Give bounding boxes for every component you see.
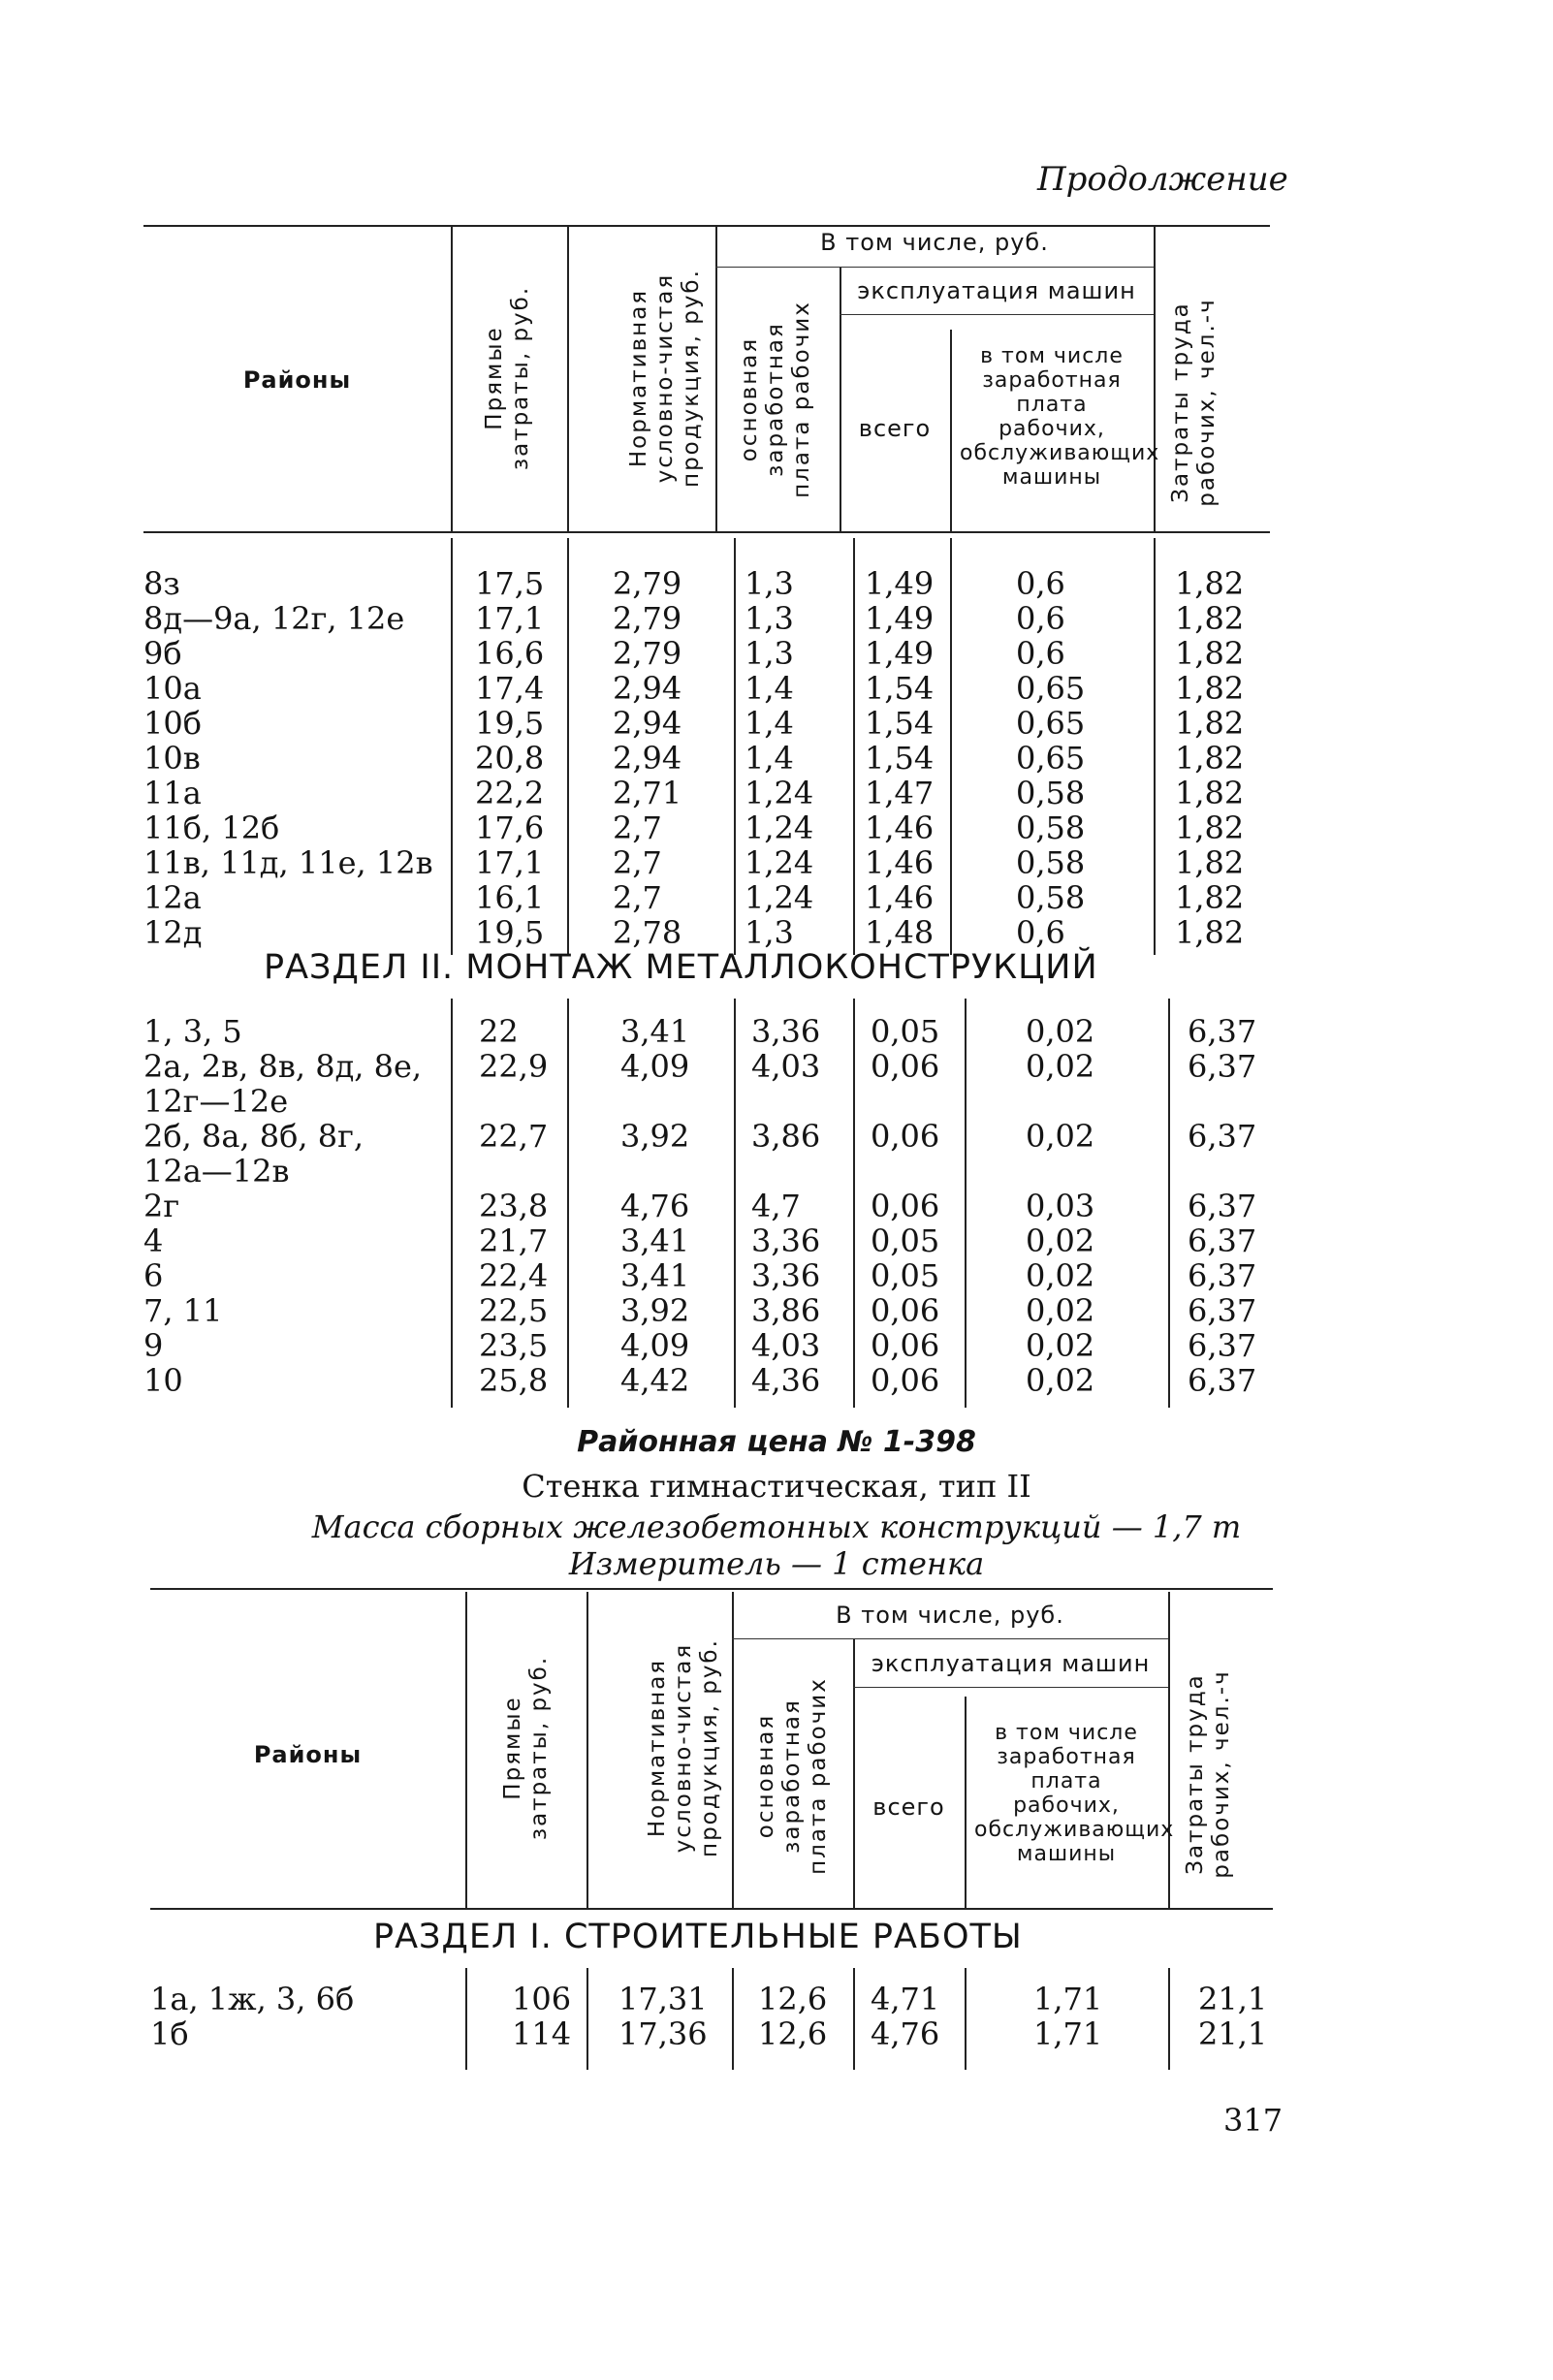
cell-normative: 4,09 bbox=[620, 1327, 690, 1364]
price-unit: Измеритель — 1 стенка bbox=[568, 1545, 985, 1582]
cell-normative: 3,41 bbox=[620, 1013, 690, 1050]
cell-direct: 25,8 bbox=[479, 1362, 549, 1399]
cell-total: 0,05 bbox=[871, 1013, 940, 1050]
page-number: 317 bbox=[1223, 2102, 1284, 2139]
cell-wage: 3,86 bbox=[751, 1292, 821, 1329]
cell-total: 0,06 bbox=[871, 1292, 940, 1329]
cell-mwage: 0,58 bbox=[1016, 809, 1086, 846]
cell-wage: 3,36 bbox=[751, 1257, 821, 1294]
cell-mwage: 0,02 bbox=[1026, 1222, 1095, 1259]
cell-direct: 23,8 bbox=[479, 1188, 549, 1224]
cell-district: 12д bbox=[143, 914, 203, 951]
cell-wage: 1,24 bbox=[745, 879, 814, 916]
cell-direct: 114 bbox=[512, 2015, 572, 2052]
cell-total: 1,46 bbox=[865, 879, 935, 916]
cell-direct: 17,5 bbox=[475, 565, 545, 602]
cell-wage: 3,86 bbox=[751, 1118, 821, 1155]
cell-total: 1,46 bbox=[865, 809, 935, 846]
cell-labor: 1,82 bbox=[1175, 879, 1245, 916]
cell-district: 12а bbox=[143, 879, 202, 916]
cell-direct: 22 bbox=[479, 1013, 519, 1050]
cell-mwage: 0,6 bbox=[1016, 635, 1065, 672]
price-name: Стенка гимнастическая, тип II bbox=[522, 1468, 1031, 1505]
cell-normative: 2,7 bbox=[613, 844, 662, 881]
cell-labor: 6,37 bbox=[1188, 1222, 1257, 1259]
cell-total: 1,49 bbox=[865, 635, 935, 672]
cell-normative: 2,7 bbox=[613, 879, 662, 916]
cell-direct: 106 bbox=[512, 1981, 572, 2017]
cell-wage: 4,36 bbox=[751, 1362, 821, 1399]
cell-mwage: 0,02 bbox=[1026, 1048, 1095, 1085]
cell-mwage: 0,02 bbox=[1026, 1257, 1095, 1294]
cell-total: 1,49 bbox=[865, 600, 935, 637]
cell-wage: 3,36 bbox=[751, 1013, 821, 1050]
cell-normative: 4,09 bbox=[620, 1048, 690, 1085]
cell-district: 2б, 8а, 8б, 8г, bbox=[143, 1118, 364, 1155]
cell-mwage: 0,02 bbox=[1026, 1327, 1095, 1364]
cell-normative: 2,79 bbox=[613, 600, 682, 637]
labor-header-2: Затраты труда рабочих, чел.-ч bbox=[1183, 1669, 1234, 1879]
cell-normative: 2,79 bbox=[613, 565, 682, 602]
cell-total: 1,49 bbox=[865, 565, 935, 602]
cell-normative: 2,78 bbox=[613, 914, 682, 951]
cell-direct: 17,6 bbox=[475, 809, 545, 846]
machine-operation-header-2: эксплуатация машин bbox=[871, 1650, 1151, 1677]
machine-wage-header: в том числе заработная плата рабочих, обслуживающих машины bbox=[960, 344, 1160, 490]
cell-wage: 1,24 bbox=[745, 809, 814, 846]
cell-mwage: 0,58 bbox=[1016, 879, 1086, 916]
cell-normative: 17,31 bbox=[618, 1981, 708, 2017]
cell-district: 10 bbox=[143, 1362, 183, 1399]
cell-wage: 4,7 bbox=[751, 1188, 801, 1224]
cell-mwage: 0,03 bbox=[1026, 1188, 1095, 1224]
cell-district: 1а, 1ж, 3, 6б bbox=[150, 1981, 355, 2017]
cell-mwage: 0,58 bbox=[1016, 775, 1086, 811]
price-title: Районная цена № 1-398 bbox=[577, 1425, 976, 1459]
cell-total: 1,54 bbox=[865, 740, 935, 777]
including-header: В том числе, руб. bbox=[820, 229, 1049, 256]
base-wage-header: основная заработная плата рабочих bbox=[737, 301, 814, 498]
cell-wage: 1,4 bbox=[745, 740, 794, 777]
cell-mwage: 0,02 bbox=[1026, 1013, 1095, 1050]
cell-district: 9б bbox=[143, 635, 182, 672]
direct-costs-header-2: Прямые затраты, руб. bbox=[500, 1655, 552, 1841]
cell-district: 1, 3, 5 bbox=[143, 1013, 242, 1050]
total-header: всего bbox=[858, 415, 932, 442]
cell-district: 10в bbox=[143, 740, 201, 777]
cell-direct: 17,1 bbox=[475, 600, 545, 637]
cell-mwage: 1,71 bbox=[1033, 2015, 1103, 2052]
cell-district: 8з bbox=[143, 565, 180, 602]
cell-normative: 2,94 bbox=[613, 740, 682, 777]
cell-wage: 1,3 bbox=[745, 600, 794, 637]
cell-mwage: 0,6 bbox=[1016, 565, 1065, 602]
cell-district: 11а bbox=[143, 775, 202, 811]
cell-labor: 1,82 bbox=[1175, 844, 1245, 881]
cell-district: 4 bbox=[143, 1222, 164, 1259]
section2-title: РАЗДЕЛ II. МОНТАЖ МЕТАЛЛОКОНСТРУКЦИЙ bbox=[264, 948, 1098, 987]
cell-total: 1,46 bbox=[865, 844, 935, 881]
cell-labor: 6,37 bbox=[1188, 1292, 1257, 1329]
price-mass: Масса сборных железобетонных конструкций — 1,7 т bbox=[311, 1508, 1242, 1545]
district-header: Районы bbox=[242, 366, 352, 394]
cell-mwage: 0,65 bbox=[1016, 740, 1086, 777]
cell-total: 1,54 bbox=[865, 670, 935, 707]
cell-normative: 2,94 bbox=[613, 705, 682, 742]
cell-labor: 1,82 bbox=[1175, 740, 1245, 777]
cell-direct: 19,5 bbox=[475, 914, 545, 951]
cell-direct: 16,6 bbox=[475, 635, 545, 672]
cell-mwage: 0,02 bbox=[1026, 1362, 1095, 1399]
cell-wage: 4,03 bbox=[751, 1327, 821, 1364]
cell-direct: 22,2 bbox=[475, 775, 545, 811]
cell-labor: 6,37 bbox=[1188, 1013, 1257, 1050]
cell-total: 0,06 bbox=[871, 1362, 940, 1399]
cell-labor: 1,82 bbox=[1175, 775, 1245, 811]
cell-mwage: 0,6 bbox=[1016, 914, 1065, 951]
cell-direct: 17,1 bbox=[475, 844, 545, 881]
cell-labor: 6,37 bbox=[1188, 1327, 1257, 1364]
cell-total: 4,76 bbox=[871, 2015, 940, 2052]
cell-total: 0,06 bbox=[871, 1118, 940, 1155]
normative-output-header: Нормативная условно-чистая продукция, руб. bbox=[626, 269, 704, 488]
cell-labor: 1,82 bbox=[1175, 809, 1245, 846]
cell-total: 0,06 bbox=[871, 1048, 940, 1085]
cell-wage: 3,36 bbox=[751, 1222, 821, 1259]
cell-direct: 22,7 bbox=[479, 1118, 549, 1155]
cell-wage: 4,03 bbox=[751, 1048, 821, 1085]
cell-mwage: 0,65 bbox=[1016, 670, 1086, 707]
cell-wage: 1,4 bbox=[745, 705, 794, 742]
cell-wage: 12,6 bbox=[758, 2015, 828, 2052]
cell-total: 4,71 bbox=[871, 1981, 940, 2017]
cell-wage: 12,6 bbox=[758, 1981, 828, 2017]
cell-district: 10а bbox=[143, 670, 202, 707]
base-wage-header-2: основная заработная плата рабочих bbox=[753, 1677, 831, 1875]
cell-labor: 6,37 bbox=[1188, 1048, 1257, 1085]
cell-labor: 6,37 bbox=[1188, 1118, 1257, 1155]
cell-normative: 4,42 bbox=[620, 1362, 690, 1399]
cell-district: 8д—9а, 12г, 12е bbox=[143, 600, 405, 637]
cell-direct: 16,1 bbox=[475, 879, 545, 916]
cell-district: 2а, 2в, 8в, 8д, 8е, bbox=[143, 1048, 423, 1085]
cell-district: 7, 11 bbox=[143, 1292, 223, 1329]
cell-mwage: 0,02 bbox=[1026, 1292, 1095, 1329]
cell-labor: 1,82 bbox=[1175, 670, 1245, 707]
cell-normative: 3,92 bbox=[620, 1118, 690, 1155]
including-header-2: В том числе, руб. bbox=[836, 1602, 1064, 1629]
cell-labor: 1,82 bbox=[1175, 635, 1245, 672]
cell-normative: 3,41 bbox=[620, 1257, 690, 1294]
cell-normative: 3,41 bbox=[620, 1222, 690, 1259]
district-header-2: Районы bbox=[253, 1741, 363, 1768]
cell-labor: 1,82 bbox=[1175, 565, 1245, 602]
cell-district: 11в, 11д, 11е, 12в bbox=[143, 844, 433, 881]
cell-labor: 21,1 bbox=[1198, 2015, 1268, 2052]
cell-total: 1,54 bbox=[865, 705, 935, 742]
cell-direct: 22,9 bbox=[479, 1048, 549, 1085]
cell-total: 0,05 bbox=[871, 1257, 940, 1294]
cell-wage: 1,24 bbox=[745, 775, 814, 811]
cell-mwage: 0,6 bbox=[1016, 600, 1065, 637]
continuation-label: Продолжение bbox=[1037, 160, 1288, 199]
cell-direct: 22,4 bbox=[479, 1257, 549, 1294]
cell-district: 1б bbox=[150, 2015, 189, 2052]
cell-total: 1,48 bbox=[865, 914, 935, 951]
cell-district-cont: 12а—12в bbox=[143, 1153, 290, 1190]
cell-normative: 4,76 bbox=[620, 1188, 690, 1224]
cell-normative: 2,7 bbox=[613, 809, 662, 846]
cell-total: 0,06 bbox=[871, 1327, 940, 1364]
total-header-2: всего bbox=[872, 1793, 945, 1821]
cell-direct: 17,4 bbox=[475, 670, 545, 707]
labor-header: Затраты труда рабочих, чел.-ч bbox=[1168, 298, 1220, 507]
cell-total: 0,06 bbox=[871, 1188, 940, 1224]
cell-wage: 1,3 bbox=[745, 914, 794, 951]
cell-labor: 1,82 bbox=[1175, 600, 1245, 637]
cell-labor: 6,37 bbox=[1188, 1362, 1257, 1399]
cell-district: 10б bbox=[143, 705, 202, 742]
cell-normative: 2,79 bbox=[613, 635, 682, 672]
cell-normative: 2,71 bbox=[613, 775, 682, 811]
cell-wage: 1,4 bbox=[745, 670, 794, 707]
section1-title: РАЗДЕЛ I. СТРОИТЕЛЬНЫЕ РАБОТЫ bbox=[373, 1918, 1023, 1956]
cell-total: 0,05 bbox=[871, 1222, 940, 1259]
cell-labor: 1,82 bbox=[1175, 705, 1245, 742]
cell-mwage: 0,02 bbox=[1026, 1118, 1095, 1155]
machine-wage-header-2: в том числе заработная плата рабочих, обслуживающих машины bbox=[974, 1721, 1175, 1866]
direct-costs-header: Прямые затраты, руб. bbox=[482, 285, 533, 471]
cell-wage: 1,3 bbox=[745, 635, 794, 672]
cell-mwage: 0,65 bbox=[1016, 705, 1086, 742]
cell-district: 2г bbox=[143, 1188, 180, 1224]
cell-direct: 22,5 bbox=[479, 1292, 549, 1329]
cell-total: 1,47 bbox=[865, 775, 935, 811]
cell-district: 11б, 12б bbox=[143, 809, 280, 846]
cell-district: 6 bbox=[143, 1257, 164, 1294]
cell-normative: 3,92 bbox=[620, 1292, 690, 1329]
cell-mwage: 0,58 bbox=[1016, 844, 1086, 881]
cell-direct: 20,8 bbox=[475, 740, 545, 777]
cell-wage: 1,24 bbox=[745, 844, 814, 881]
cell-mwage: 1,71 bbox=[1033, 1981, 1103, 2017]
machine-operation-header: эксплуатация машин bbox=[857, 277, 1136, 304]
cell-wage: 1,3 bbox=[745, 565, 794, 602]
cell-district: 9 bbox=[143, 1327, 164, 1364]
normative-output-header-2: Нормативная условно-чистая продукция, руб. bbox=[645, 1638, 722, 1857]
cell-normative: 17,36 bbox=[618, 2015, 708, 2052]
cell-direct: 23,5 bbox=[479, 1327, 549, 1364]
cell-direct: 19,5 bbox=[475, 705, 545, 742]
cell-labor: 1,82 bbox=[1175, 914, 1245, 951]
cell-labor: 21,1 bbox=[1198, 1981, 1268, 2017]
cell-district-cont: 12г—12е bbox=[143, 1083, 289, 1120]
cell-labor: 6,37 bbox=[1188, 1188, 1257, 1224]
cell-labor: 6,37 bbox=[1188, 1257, 1257, 1294]
cell-normative: 2,94 bbox=[613, 670, 682, 707]
cell-direct: 21,7 bbox=[479, 1222, 549, 1259]
